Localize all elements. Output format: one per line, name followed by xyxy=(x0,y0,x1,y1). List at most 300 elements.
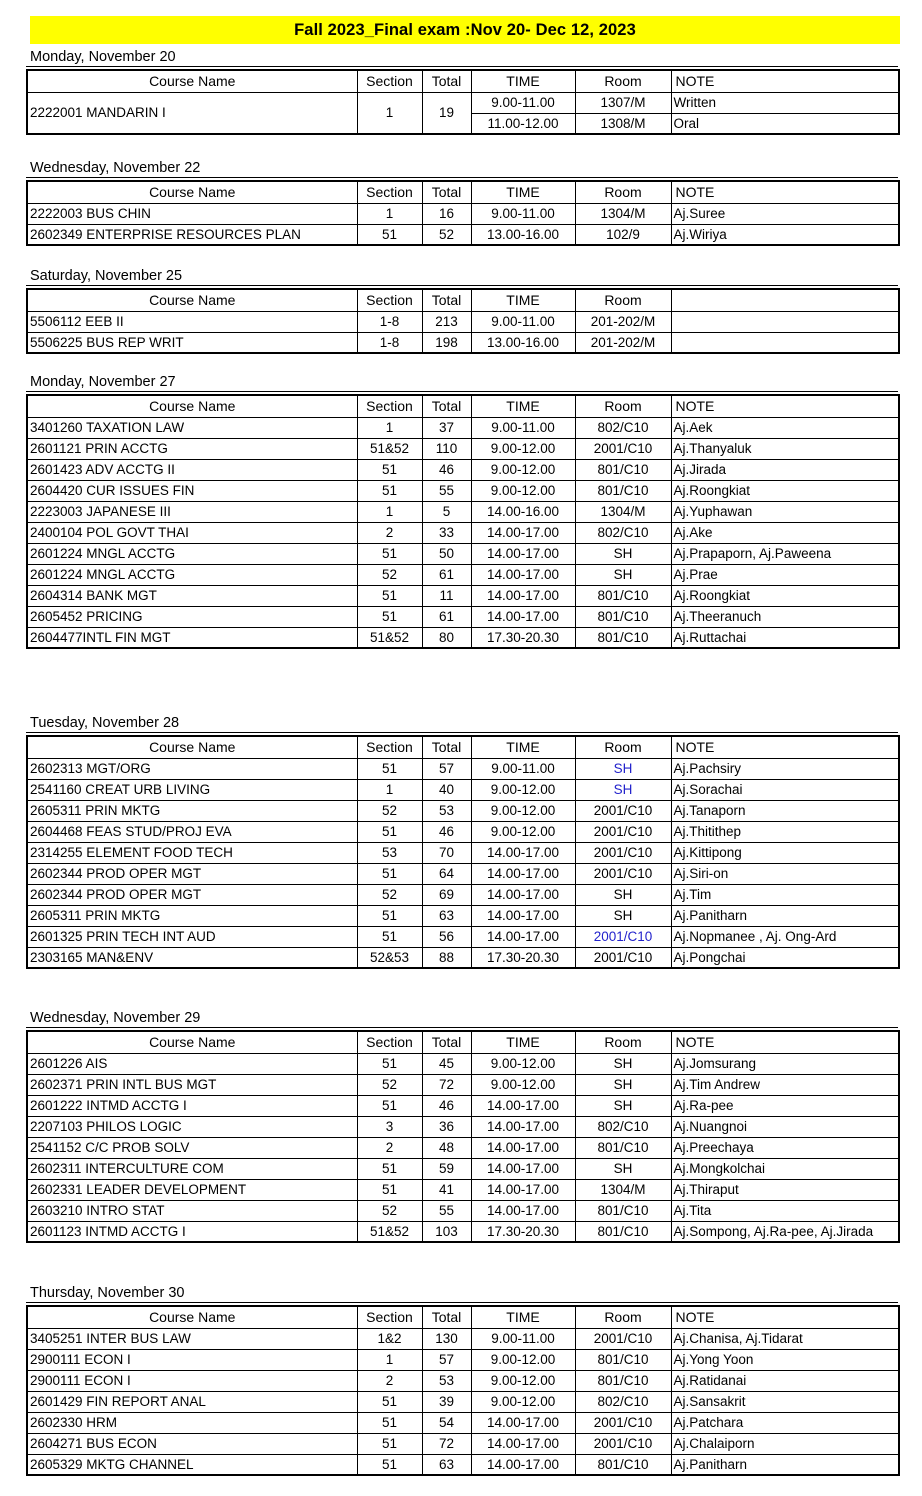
cell-total: 88 xyxy=(422,947,471,968)
cell-note: Aj.Chalaiporn xyxy=(671,1433,899,1454)
column-header-total: Total xyxy=(422,181,471,203)
table-row xyxy=(27,203,899,224)
cell-note: Aj.Panitharn xyxy=(671,1454,899,1475)
cell-room: 801/C10 xyxy=(575,1137,671,1158)
cell-total: 46 xyxy=(422,459,471,480)
cell-room: SH xyxy=(575,884,671,905)
day-block xyxy=(26,373,898,649)
cell-course-name: 3401260 TAXATION LAW xyxy=(27,417,357,438)
cell-total: 63 xyxy=(422,1454,471,1475)
cell-total: 130 xyxy=(422,1328,471,1349)
cell-note: Aj.Patchara xyxy=(671,1412,899,1433)
table-row xyxy=(27,1349,899,1370)
cell-section: 3 xyxy=(357,1116,422,1137)
cell-section: 51 xyxy=(357,1454,422,1475)
cell-section: 52 xyxy=(357,564,422,585)
cell-section: 52 xyxy=(357,800,422,821)
table-row xyxy=(27,1158,899,1179)
cell-room: 801/C10 xyxy=(575,1221,671,1242)
cell-total: 110 xyxy=(422,438,471,459)
column-header-room: Room xyxy=(575,1306,671,1328)
day-heading: Saturday, November 25 xyxy=(26,267,898,286)
table-row xyxy=(27,1412,899,1433)
column-header-section: Section xyxy=(357,1306,422,1328)
exam-schedule-table xyxy=(26,69,900,135)
cell-course-name: 2604420 CUR ISSUES FIN xyxy=(27,480,357,501)
cell-section: 51&52 xyxy=(357,627,422,648)
column-header-note xyxy=(671,289,899,311)
cell-total: 80 xyxy=(422,627,471,648)
column-header-room: Room xyxy=(575,736,671,758)
exam-schedule-table xyxy=(26,1305,900,1476)
cell-course-name: 2541152 C/C PROB SOLV xyxy=(27,1137,357,1158)
cell-room: 1304/M xyxy=(575,501,671,522)
cell-course-name: 2541160 CREAT URB LIVING xyxy=(27,779,357,800)
table-row xyxy=(27,1454,899,1475)
cell-time: 17.30-20.30 xyxy=(471,627,575,648)
cell-time: 13.00-16.00 xyxy=(471,224,575,245)
cell-section: 51 xyxy=(357,821,422,842)
cell-section: 1-8 xyxy=(357,332,422,353)
cell-section: 51 xyxy=(357,1095,422,1116)
table-row xyxy=(27,905,899,926)
column-header-course-name: Course Name xyxy=(27,736,357,758)
table-row xyxy=(27,606,899,627)
cell-room: 802/C10 xyxy=(575,1116,671,1137)
cell-section: 52&53 xyxy=(357,947,422,968)
cell-total: 16 xyxy=(422,203,471,224)
cell-total: 50 xyxy=(422,543,471,564)
cell-total: 61 xyxy=(422,606,471,627)
cell-total: 54 xyxy=(422,1412,471,1433)
cell-room: 801/C10 xyxy=(575,627,671,648)
column-header-total: Total xyxy=(422,1031,471,1053)
cell-room: 801/C10 xyxy=(575,480,671,501)
cell-room: 201-202/M xyxy=(575,311,671,332)
cell-course-name: 2601222 INTMD ACCTG I xyxy=(27,1095,357,1116)
cell-section: 1 xyxy=(357,501,422,522)
cell-section: 51 xyxy=(357,926,422,947)
cell-room: 1307/M xyxy=(575,92,671,113)
column-header-section: Section xyxy=(357,70,422,92)
cell-section: 51 xyxy=(357,543,422,564)
cell-section: 51 xyxy=(357,606,422,627)
cell-time: 17.30-20.30 xyxy=(471,1221,575,1242)
cell-section: 51 xyxy=(357,585,422,606)
column-header-room: Room xyxy=(575,70,671,92)
cell-total: 36 xyxy=(422,1116,471,1137)
table-row xyxy=(27,758,899,779)
cell-section: 1 xyxy=(357,1349,422,1370)
day-block xyxy=(26,1009,898,1243)
table-row xyxy=(27,1074,899,1095)
cell-total: 103 xyxy=(422,1221,471,1242)
cell-course-name: 2604468 FEAS STUD/PROJ EVA xyxy=(27,821,357,842)
column-header-section: Section xyxy=(357,289,422,311)
table-header-row xyxy=(27,736,899,758)
exam-schedule-table xyxy=(26,735,900,969)
cell-total: 46 xyxy=(422,1095,471,1116)
column-header-note: NOTE xyxy=(671,1306,899,1328)
day-block xyxy=(26,267,898,354)
cell-room: 801/C10 xyxy=(575,585,671,606)
column-header-note: NOTE xyxy=(671,70,899,92)
column-header-section: Section xyxy=(357,1031,422,1053)
cell-time: 14.00-17.00 xyxy=(471,926,575,947)
table-row xyxy=(27,779,899,800)
cell-total: 33 xyxy=(422,522,471,543)
cell-course-name: 2602331 LEADER DEVELOPMENT xyxy=(27,1179,357,1200)
cell-course-name: 2222001 MANDARIN I xyxy=(27,92,357,134)
table-row xyxy=(27,332,899,353)
cell-section: 2 xyxy=(357,1137,422,1158)
cell-course-name: 2601224 MNGL ACCTG xyxy=(27,543,357,564)
cell-total: 53 xyxy=(422,1370,471,1391)
cell-total: 37 xyxy=(422,417,471,438)
day-heading: Tuesday, November 28 xyxy=(26,714,898,733)
cell-time: 9.00-12.00 xyxy=(471,459,575,480)
column-header-total: Total xyxy=(422,395,471,417)
cell-time: 9.00-11.00 xyxy=(471,1328,575,1349)
cell-time: 9.00-12.00 xyxy=(471,1349,575,1370)
cell-section: 51 xyxy=(357,1158,422,1179)
cell-note: Aj.Pongchai xyxy=(671,947,899,968)
cell-section: 1 xyxy=(357,417,422,438)
cell-note: Aj.Yong Yoon xyxy=(671,1349,899,1370)
cell-section: 51 xyxy=(357,1053,422,1074)
column-header-course-name: Course Name xyxy=(27,1031,357,1053)
cell-course-name: 2223003 JAPANESE III xyxy=(27,501,357,522)
cell-room: 1304/M xyxy=(575,1179,671,1200)
cell-section: 52 xyxy=(357,884,422,905)
cell-section: 1 xyxy=(357,92,422,134)
cell-room: 2001/C10 xyxy=(575,1412,671,1433)
column-header-room: Room xyxy=(575,1031,671,1053)
cell-room: 2001/C10 xyxy=(575,821,671,842)
cell-time: 9.00-11.00 xyxy=(471,92,575,113)
table-header-row xyxy=(27,1031,899,1053)
cell-total: 64 xyxy=(422,863,471,884)
cell-note: Aj.Nuangnoi xyxy=(671,1116,899,1137)
cell-time: 13.00-16.00 xyxy=(471,332,575,353)
cell-room: SH xyxy=(575,779,671,800)
cell-room: 1308/M xyxy=(575,113,671,134)
cell-time: 14.00-17.00 xyxy=(471,1454,575,1475)
cell-note: Aj.Tim xyxy=(671,884,899,905)
cell-time: 9.00-11.00 xyxy=(471,311,575,332)
cell-section: 52 xyxy=(357,1200,422,1221)
cell-note: Written xyxy=(671,92,899,113)
cell-note: Aj.Ruttachai xyxy=(671,627,899,648)
cell-total: 56 xyxy=(422,926,471,947)
cell-time: 14.00-17.00 xyxy=(471,1433,575,1454)
cell-note: Aj.Aek xyxy=(671,417,899,438)
cell-course-name: 2303165 MAN&ENV xyxy=(27,947,357,968)
cell-time: 9.00-11.00 xyxy=(471,203,575,224)
cell-room: 201-202/M xyxy=(575,332,671,353)
cell-section: 2 xyxy=(357,522,422,543)
cell-course-name: 2314255 ELEMENT FOOD TECH xyxy=(27,842,357,863)
column-header-total: Total xyxy=(422,736,471,758)
cell-time: 14.00-17.00 xyxy=(471,522,575,543)
table-row xyxy=(27,1053,899,1074)
table-row xyxy=(27,821,899,842)
cell-note: Aj.Kittipong xyxy=(671,842,899,863)
table-row xyxy=(27,1200,899,1221)
cell-total: 57 xyxy=(422,1349,471,1370)
cell-time: 14.00-17.00 xyxy=(471,1158,575,1179)
cell-total: 55 xyxy=(422,480,471,501)
day-heading: Wednesday, November 29 xyxy=(26,1009,898,1028)
cell-time: 14.00-17.00 xyxy=(471,863,575,884)
cell-room: 2001/C10 xyxy=(575,842,671,863)
cell-course-name: 2601429 FIN REPORT ANAL xyxy=(27,1391,357,1412)
cell-total: 57 xyxy=(422,758,471,779)
cell-note: Aj.Jirada xyxy=(671,459,899,480)
cell-note xyxy=(671,332,899,353)
cell-total: 198 xyxy=(422,332,471,353)
cell-course-name: 2602344 PROD OPER MGT xyxy=(27,863,357,884)
cell-course-name: 2604271 BUS ECON xyxy=(27,1433,357,1454)
cell-time: 9.00-12.00 xyxy=(471,1053,575,1074)
cell-course-name: 2604314 BANK MGT xyxy=(27,585,357,606)
cell-note: Aj.Thiraput xyxy=(671,1179,899,1200)
cell-note: Aj.Pachsiry xyxy=(671,758,899,779)
cell-note: Aj.Panitharn xyxy=(671,905,899,926)
cell-room: 2001/C10 xyxy=(575,863,671,884)
day-heading: Monday, November 20 xyxy=(26,48,898,67)
cell-section: 1 xyxy=(357,779,422,800)
cell-room: 2001/C10 xyxy=(575,1328,671,1349)
cell-room: 2001/C10 xyxy=(575,800,671,821)
cell-time: 14.00-17.00 xyxy=(471,884,575,905)
exam-schedule-table xyxy=(26,394,900,649)
cell-total: 61 xyxy=(422,564,471,585)
column-header-total: Total xyxy=(422,70,471,92)
cell-note: Aj.Roongkiat xyxy=(671,480,899,501)
table-row xyxy=(27,564,899,585)
cell-course-name: 2601123 INTMD ACCTG I xyxy=(27,1221,357,1242)
cell-room: SH xyxy=(575,1053,671,1074)
column-header-time: TIME xyxy=(471,1306,575,1328)
cell-course-name: 2602311 INTERCULTURE COM xyxy=(27,1158,357,1179)
cell-time: 14.00-17.00 xyxy=(471,1179,575,1200)
column-header-room: Room xyxy=(575,289,671,311)
cell-note: Aj.Ake xyxy=(671,522,899,543)
cell-time: 14.00-17.00 xyxy=(471,842,575,863)
column-header-time: TIME xyxy=(471,395,575,417)
column-header-course-name: Course Name xyxy=(27,70,357,92)
cell-room: SH xyxy=(575,1095,671,1116)
column-header-note: NOTE xyxy=(671,736,899,758)
cell-total: 69 xyxy=(422,884,471,905)
cell-course-name: 2400104 POL GOVT THAI xyxy=(27,522,357,543)
cell-total: 39 xyxy=(422,1391,471,1412)
cell-time: 11.00-12.00 xyxy=(471,113,575,134)
cell-total: 55 xyxy=(422,1200,471,1221)
cell-course-name: 2602371 PRIN INTL BUS MGT xyxy=(27,1074,357,1095)
cell-total: 5 xyxy=(422,501,471,522)
cell-note: Aj.Tanaporn xyxy=(671,800,899,821)
cell-time: 9.00-12.00 xyxy=(471,821,575,842)
cell-section: 51 xyxy=(357,1391,422,1412)
cell-note: Aj.Ra-pee xyxy=(671,1095,899,1116)
column-header-section: Section xyxy=(357,736,422,758)
cell-section: 51 xyxy=(357,1179,422,1200)
cell-room: 2001/C10 xyxy=(575,438,671,459)
cell-total: 41 xyxy=(422,1179,471,1200)
cell-time: 9.00-11.00 xyxy=(471,417,575,438)
day-block xyxy=(26,159,898,246)
cell-total: 53 xyxy=(422,800,471,821)
cell-course-name: 5506225 BUS REP WRIT xyxy=(27,332,357,353)
cell-room: SH xyxy=(575,1158,671,1179)
cell-room: 802/C10 xyxy=(575,522,671,543)
column-header-note: NOTE xyxy=(671,181,899,203)
table-row xyxy=(27,1391,899,1412)
column-header-room: Room xyxy=(575,395,671,417)
cell-time: 9.00-12.00 xyxy=(471,779,575,800)
column-header-time: TIME xyxy=(471,70,575,92)
cell-total: 48 xyxy=(422,1137,471,1158)
table-header-row xyxy=(27,70,899,92)
table-row xyxy=(27,543,899,564)
cell-total: 46 xyxy=(422,821,471,842)
cell-section: 53 xyxy=(357,842,422,863)
cell-section: 1&2 xyxy=(357,1328,422,1349)
table-header-row xyxy=(27,289,899,311)
column-header-section: Section xyxy=(357,181,422,203)
cell-course-name: 2605329 MKTG CHANNEL xyxy=(27,1454,357,1475)
cell-time: 14.00-17.00 xyxy=(471,1137,575,1158)
cell-time: 9.00-12.00 xyxy=(471,480,575,501)
cell-note: Aj.Sansakrit xyxy=(671,1391,899,1412)
cell-note: Aj.Thanyaluk xyxy=(671,438,899,459)
cell-course-name: 2601226 AIS xyxy=(27,1053,357,1074)
table-row xyxy=(27,842,899,863)
table-row xyxy=(27,311,899,332)
cell-room: 802/C10 xyxy=(575,1391,671,1412)
cell-note: Aj.Nopmanee , Aj. Ong-Ard xyxy=(671,926,899,947)
cell-course-name: 2603210 INTRO STAT xyxy=(27,1200,357,1221)
cell-course-name: 2601325 PRIN TECH INT AUD xyxy=(27,926,357,947)
cell-course-name: 2605311 PRIN MKTG xyxy=(27,905,357,926)
cell-section: 51 xyxy=(357,758,422,779)
table-row xyxy=(27,1328,899,1349)
cell-total: 72 xyxy=(422,1433,471,1454)
cell-course-name: 2601423 ADV ACCTG II xyxy=(27,459,357,480)
cell-section: 51 xyxy=(357,1412,422,1433)
cell-total: 52 xyxy=(422,224,471,245)
cell-room: 102/9 xyxy=(575,224,671,245)
cell-time: 14.00-17.00 xyxy=(471,564,575,585)
table-row xyxy=(27,438,899,459)
cell-room: 2001/C10 xyxy=(575,947,671,968)
cell-note: Aj.Sompong, Aj.Ra-pee, Aj.Jirada xyxy=(671,1221,899,1242)
column-header-time: TIME xyxy=(471,1031,575,1053)
cell-room: 801/C10 xyxy=(575,1454,671,1475)
cell-note: Aj.Ratidanai xyxy=(671,1370,899,1391)
cell-room: SH xyxy=(575,543,671,564)
cell-room: 801/C10 xyxy=(575,606,671,627)
table-row xyxy=(27,947,899,968)
table-row xyxy=(27,627,899,648)
cell-room: 801/C10 xyxy=(575,1370,671,1391)
cell-time: 14.00-17.00 xyxy=(471,1412,575,1433)
cell-section: 1 xyxy=(357,203,422,224)
cell-room: 801/C10 xyxy=(575,459,671,480)
day-heading: Wednesday, November 22 xyxy=(26,159,898,178)
exam-schedule-table xyxy=(26,288,900,354)
table-row xyxy=(27,884,899,905)
table-row xyxy=(27,1116,899,1137)
table-header-row xyxy=(27,1306,899,1328)
column-header-note: NOTE xyxy=(671,395,899,417)
cell-time: 14.00-17.00 xyxy=(471,585,575,606)
cell-total: 63 xyxy=(422,905,471,926)
cell-section: 51 xyxy=(357,905,422,926)
cell-room: 802/C10 xyxy=(575,417,671,438)
cell-time: 14.00-17.00 xyxy=(471,1095,575,1116)
cell-note: Aj.Jomsurang xyxy=(671,1053,899,1074)
column-header-course-name: Course Name xyxy=(27,395,357,417)
cell-room: 801/C10 xyxy=(575,1349,671,1370)
column-header-time: TIME xyxy=(471,289,575,311)
cell-time: 14.00-17.00 xyxy=(471,905,575,926)
exam-schedule-table xyxy=(26,1030,900,1243)
column-header-room: Room xyxy=(575,181,671,203)
cell-course-name: 2605311 PRIN MKTG xyxy=(27,800,357,821)
column-header-note: NOTE xyxy=(671,1031,899,1053)
cell-note: Aj.Theeranuch xyxy=(671,606,899,627)
column-header-course-name: Course Name xyxy=(27,1306,357,1328)
cell-time: 14.00-17.00 xyxy=(471,1116,575,1137)
cell-time: 14.00-17.00 xyxy=(471,1200,575,1221)
cell-time: 14.00-17.00 xyxy=(471,606,575,627)
table-row xyxy=(27,1433,899,1454)
cell-section: 51 xyxy=(357,480,422,501)
cell-course-name: 3405251 INTER BUS LAW xyxy=(27,1328,357,1349)
cell-course-name: 2601224 MNGL ACCTG xyxy=(27,564,357,585)
table-row xyxy=(27,480,899,501)
cell-course-name: 2602313 MGT/ORG xyxy=(27,758,357,779)
table-row xyxy=(27,585,899,606)
table-header-row xyxy=(27,181,899,203)
cell-section: 1-8 xyxy=(357,311,422,332)
cell-note: Aj.Thitithep xyxy=(671,821,899,842)
cell-room: SH xyxy=(575,758,671,779)
day-block xyxy=(26,714,898,969)
column-header-total: Total xyxy=(422,289,471,311)
cell-section: 51 xyxy=(357,459,422,480)
cell-note: Aj.Roongkiat xyxy=(671,585,899,606)
day-heading: Thursday, November 30 xyxy=(26,1284,898,1303)
cell-section: 51&52 xyxy=(357,438,422,459)
cell-note: Aj.Preechaya xyxy=(671,1137,899,1158)
column-header-course-name: Course Name xyxy=(27,289,357,311)
cell-section: 2 xyxy=(357,1370,422,1391)
column-header-time: TIME xyxy=(471,181,575,203)
cell-section: 51 xyxy=(357,1433,422,1454)
cell-note: Aj.Chanisa, Aj.Tidarat xyxy=(671,1328,899,1349)
table-row xyxy=(27,800,899,821)
column-header-total: Total xyxy=(422,1306,471,1328)
table-row xyxy=(27,1095,899,1116)
cell-course-name: 2604477INTL FIN MGT xyxy=(27,627,357,648)
cell-note: Aj.Yuphawan xyxy=(671,501,899,522)
cell-room: 801/C10 xyxy=(575,1200,671,1221)
cell-course-name: 2900111 ECON I xyxy=(27,1349,357,1370)
